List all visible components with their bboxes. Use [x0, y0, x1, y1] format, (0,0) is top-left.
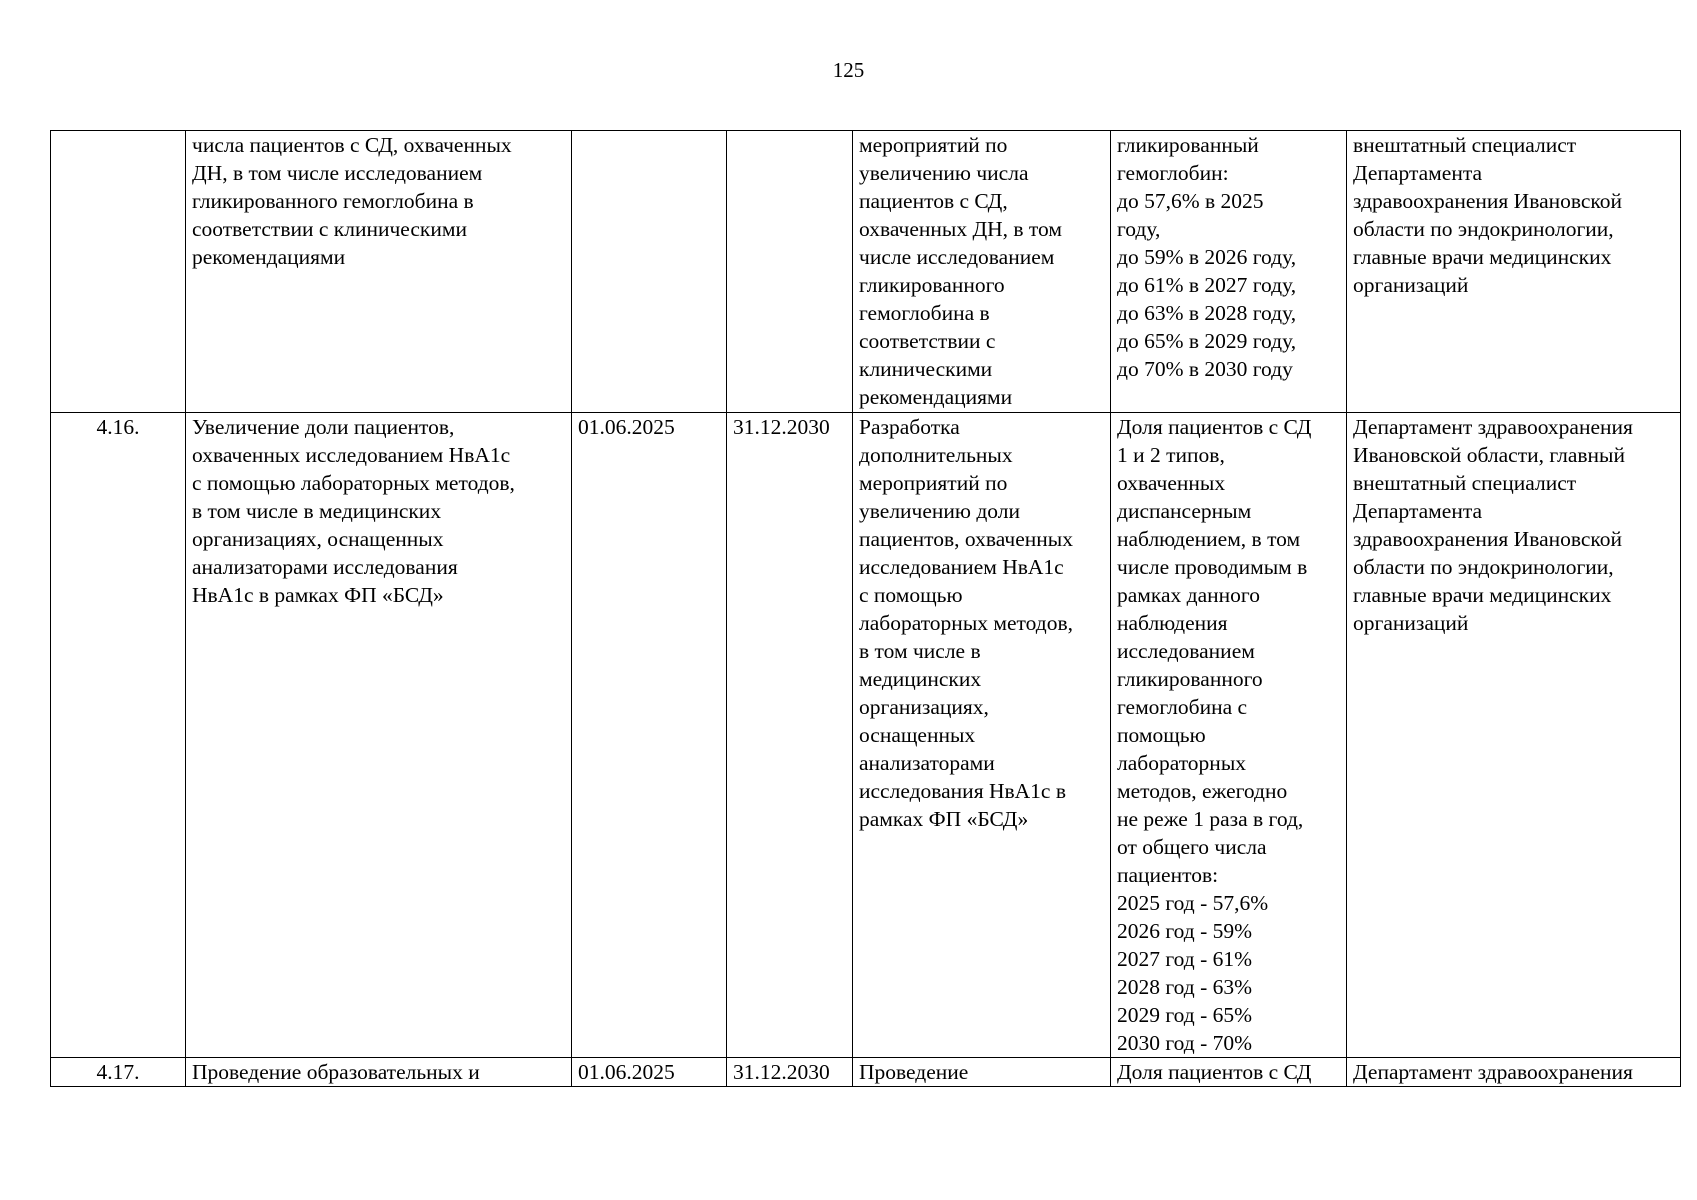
- result-cell: Проведение: [853, 1058, 1111, 1087]
- end-date-cell: [727, 131, 853, 413]
- responsible-cell: Департамент здравоохранения Ивановской области, главный внештатный специалист Департамента здравоохранения Ивановской области по эндокринологии, главные врачи медицинских организаций: [1347, 413, 1681, 1058]
- start-date-cell: 01.06.2025: [572, 413, 727, 1058]
- row-number-cell: 4.16.: [51, 413, 186, 1058]
- event-cell: Увеличение доли пациентов, охваченных исследованием НвА1с с помощью лабораторных методов, в том числе в медицинских организациях, оснащенных анализаторами исследования НвА1с в рамках ФП «БСД»: [186, 413, 572, 1058]
- measures-table: [50, 130, 1681, 1087]
- event-cell: числа пациентов с СД, охваченных ДН, в том числе исследованием гликированного гемоглобина в соответствии с клиническими рекомендациями: [186, 131, 572, 413]
- page-number: 125: [832, 58, 865, 82]
- indicator-cell: гликированный гемоглобин: до 57,6% в 2025 году, до 59% в 2026 году, до 61% в 2027 году, до 63% в 2028 году, до 65% в 2029 году, до 70% в 2030 году: [1111, 131, 1347, 413]
- table-row: [51, 1058, 1681, 1087]
- start-date-cell: 01.06.2025: [572, 1058, 727, 1087]
- indicator-cell: Доля пациентов с СД 1 и 2 типов, охваченных диспансерным наблюдением, в том числе проводимым в рамках данного наблюдения исследованием гликированного гемоглобина с помощью лабораторных методов, ежегодно не реже 1 раза в год, от общего числа пациентов: 2025 год - 57,6% 2026 год - 59% 2027 год - 61% 2028 год - 63% 2029 год - 65% 2030 год - 70%: [1111, 413, 1347, 1058]
- end-date-cell: 31.12.2030: [727, 1058, 853, 1087]
- table-row: [51, 131, 1681, 413]
- table-row: [51, 413, 1681, 1058]
- start-date-cell: [572, 131, 727, 413]
- result-cell: Разработка дополнительных мероприятий по увеличению доли пациентов, охваченных исследованием НвА1с с помощью лабораторных методов, в том числе в медицинских организациях, оснащенных анализаторами исследования НвА1с в рамках ФП «БСД»: [853, 413, 1111, 1058]
- responsible-cell: Департамент здравоохранения: [1347, 1058, 1681, 1087]
- row-number-cell: 4.17.: [51, 1058, 186, 1087]
- result-cell: мероприятий по увеличению числа пациентов с СД, охваченных ДН, в том числе исследованием гликированного гемоглобина в соответствии с клиническими рекомендациями: [853, 131, 1111, 413]
- row-number-cell: [51, 131, 186, 413]
- event-cell: Проведение образовательных и: [186, 1058, 572, 1087]
- responsible-cell: внештатный специалист Департамента здравоохранения Ивановской области по эндокринологии, главные врачи медицинских организаций: [1347, 131, 1681, 413]
- indicator-cell: Доля пациентов с СД: [1111, 1058, 1347, 1087]
- end-date-cell: 31.12.2030: [727, 413, 853, 1058]
